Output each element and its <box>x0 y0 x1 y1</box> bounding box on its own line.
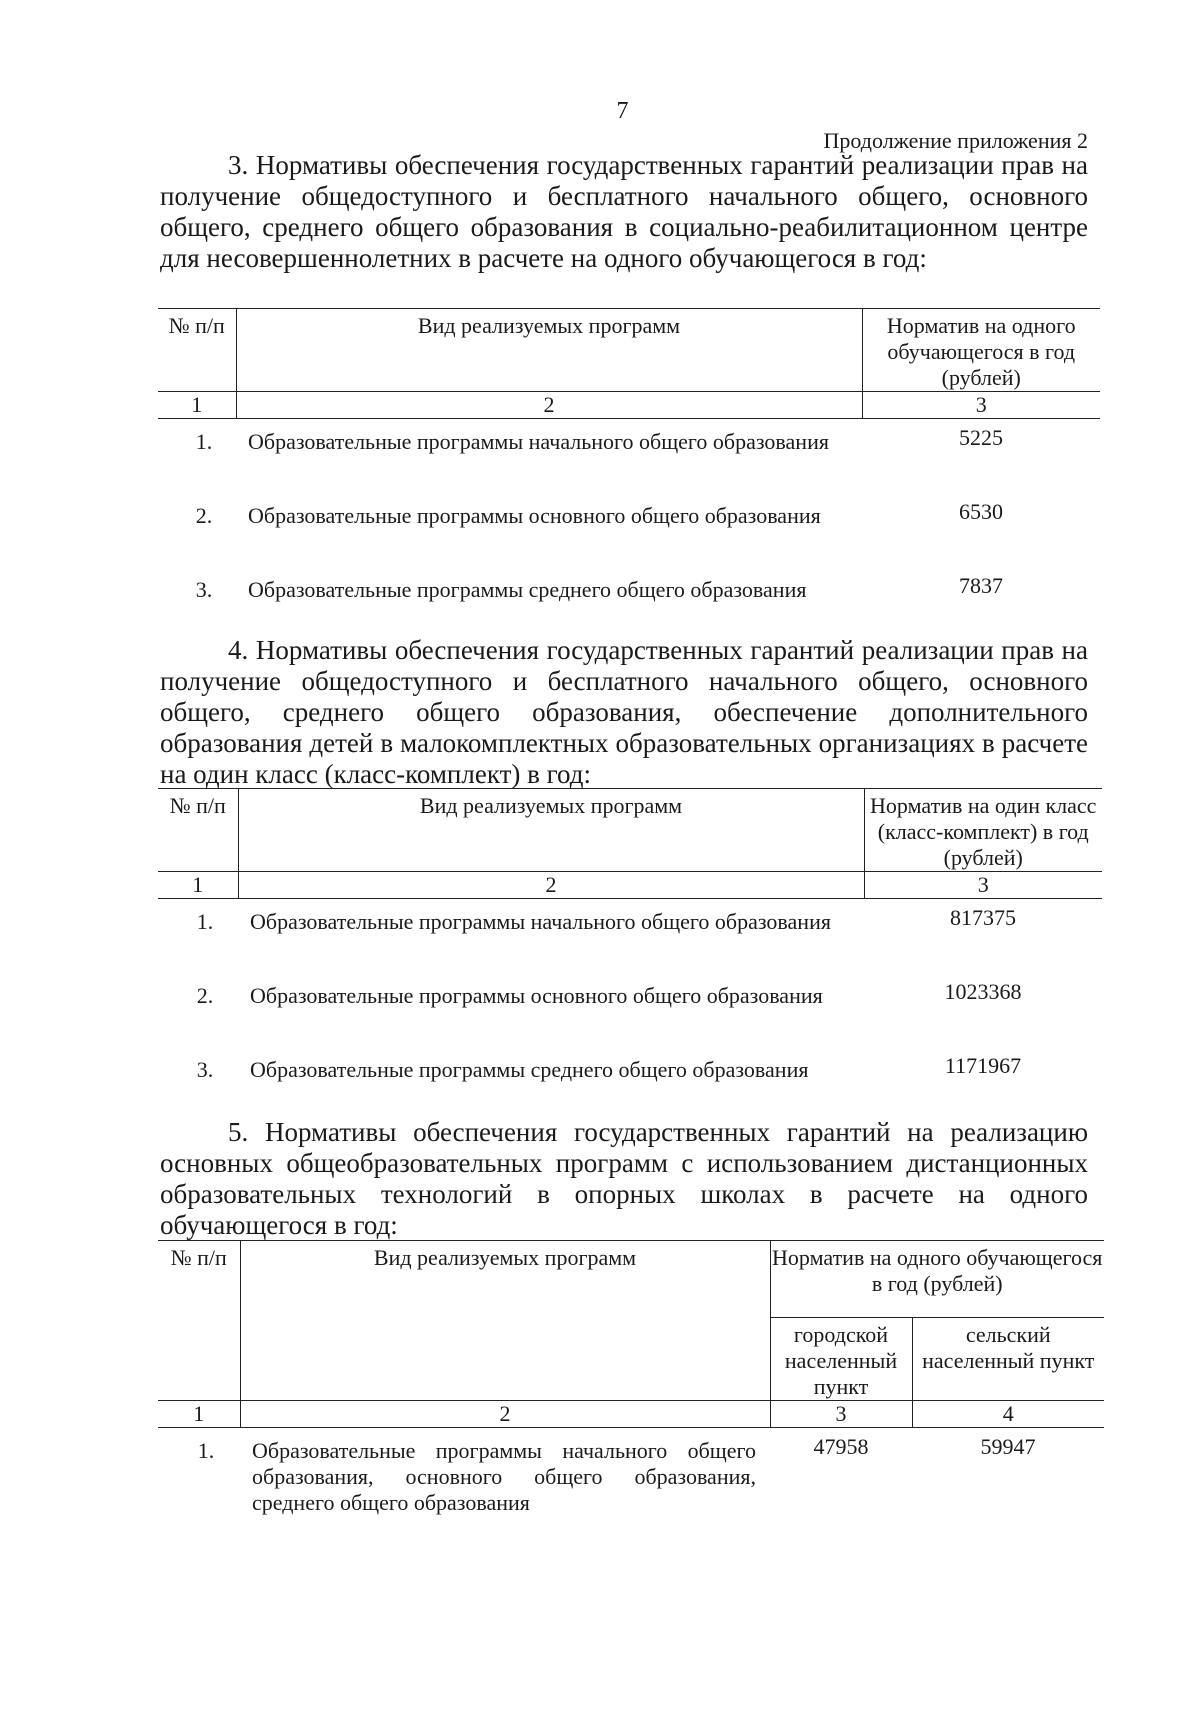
table-row <box>158 1428 1104 1517</box>
header-program: Вид реализуемых программ <box>240 1241 770 1401</box>
index-cell: 1 <box>191 392 203 417</box>
row-value: 5225 <box>959 425 1003 450</box>
header-norm: Норматив на одного обучающегося в год (рублей) <box>862 309 1100 392</box>
index-cell: 2 <box>238 872 864 899</box>
row-number: 2. <box>195 502 213 528</box>
table-row <box>158 973 1102 1047</box>
row-program: Образовательные программы основного общего образования <box>248 502 821 528</box>
table-header-row <box>158 309 1100 392</box>
row-program: Образовательные программы среднего общего образования <box>250 1056 809 1082</box>
row-number: 3. <box>196 1056 214 1082</box>
appendix-note: Продолжение приложения 2 <box>823 128 1088 153</box>
table-header-row <box>158 789 1102 872</box>
header-norm: Норматив на одного обучающегося в год (рублей) <box>770 1241 1104 1318</box>
row-value-urban: 47958 <box>813 1434 869 1459</box>
index-cell: 3 <box>862 392 1100 419</box>
subheader-urban: городской населенный пункт <box>770 1318 912 1401</box>
row-program: Образовательные программы начального общего образования <box>250 909 831 934</box>
index-cell: 1 <box>192 872 204 897</box>
row-number: 1. <box>195 429 213 454</box>
table-header-row <box>158 1241 1104 1318</box>
index-cell: 4 <box>912 1401 1104 1428</box>
row-program: Образовательные программы начального общего образования <box>248 429 829 454</box>
section-3-table <box>158 308 1100 641</box>
row-program: Образовательные программы среднего общего образования <box>248 576 807 602</box>
section-4-paragraph: 4. Нормативы обеспечения государственных гарантий реализации прав на получение общедоступного и бесплатного начального общего, основного общего, среднего общего образования, обеспечение дополнительного образования детей в малокомплектных образовательных организациях в расчете на один класс (класс-комплект) в год: <box>160 635 1088 789</box>
page-number: 7 <box>616 98 629 124</box>
row-program: Образовательные программы основного общего образования <box>250 982 823 1008</box>
row-number: 1. <box>196 909 214 934</box>
index-cell: 3 <box>864 872 1102 899</box>
index-cell: 2 <box>240 1401 770 1428</box>
section-4-table <box>158 788 1102 1121</box>
row-number: 2. <box>196 982 214 1008</box>
section-3-paragraph: 3. Нормативы обеспечения государственных гарантий реализации прав на получение общедоступного и бесплатного начального общего, основного общего, среднего общего образования в социально-реабилитационном центре для несовершеннолетних в расчете на одного обучающегося в год: <box>160 150 1088 273</box>
row-value: 1171967 <box>944 1052 1022 1078</box>
table-row <box>158 493 1100 567</box>
row-value-rural: 59947 <box>980 1434 1036 1459</box>
table-row <box>158 419 1100 493</box>
header-number: № п/п <box>170 1245 227 1270</box>
row-value: 7837 <box>959 572 1003 598</box>
header-number: № п/п <box>168 313 225 338</box>
table-row <box>158 899 1102 973</box>
row-number: 1. <box>197 1438 215 1463</box>
table-row <box>158 1047 1102 1121</box>
table-index-row <box>158 392 1100 419</box>
row-value: 817375 <box>950 905 1016 930</box>
section-5-table <box>158 1240 1104 1516</box>
index-cell: 3 <box>770 1401 912 1428</box>
section-5-paragraph: 5. Нормативы обеспечения государственных гарантий на реализацию основных общеобразовательных программ с использованием дистанционных образовательных технологий в опорных школах в расчете на одного обучающегося в год: <box>160 1117 1088 1240</box>
row-program: Образовательные программы начального общего образования, основного общего образования, среднего общего образования <box>252 1438 756 1515</box>
index-cell: 1 <box>193 1401 205 1426</box>
row-value: 6530 <box>959 498 1003 524</box>
index-cell: 2 <box>236 392 862 419</box>
subheader-rural: сельский населенный пункт <box>912 1318 1104 1401</box>
table-index-row <box>158 872 1102 899</box>
row-number: 3. <box>195 576 213 602</box>
table-row <box>158 567 1100 641</box>
header-program: Вид реализуемых программ <box>236 309 862 392</box>
header-norm: Норматив на один класс (класс-комплект) в год (рублей) <box>864 789 1102 872</box>
header-number: № п/п <box>169 793 226 818</box>
row-value: 1023368 <box>944 978 1022 1004</box>
header-program: Вид реализуемых программ <box>238 789 864 872</box>
table-index-row <box>158 1401 1104 1428</box>
